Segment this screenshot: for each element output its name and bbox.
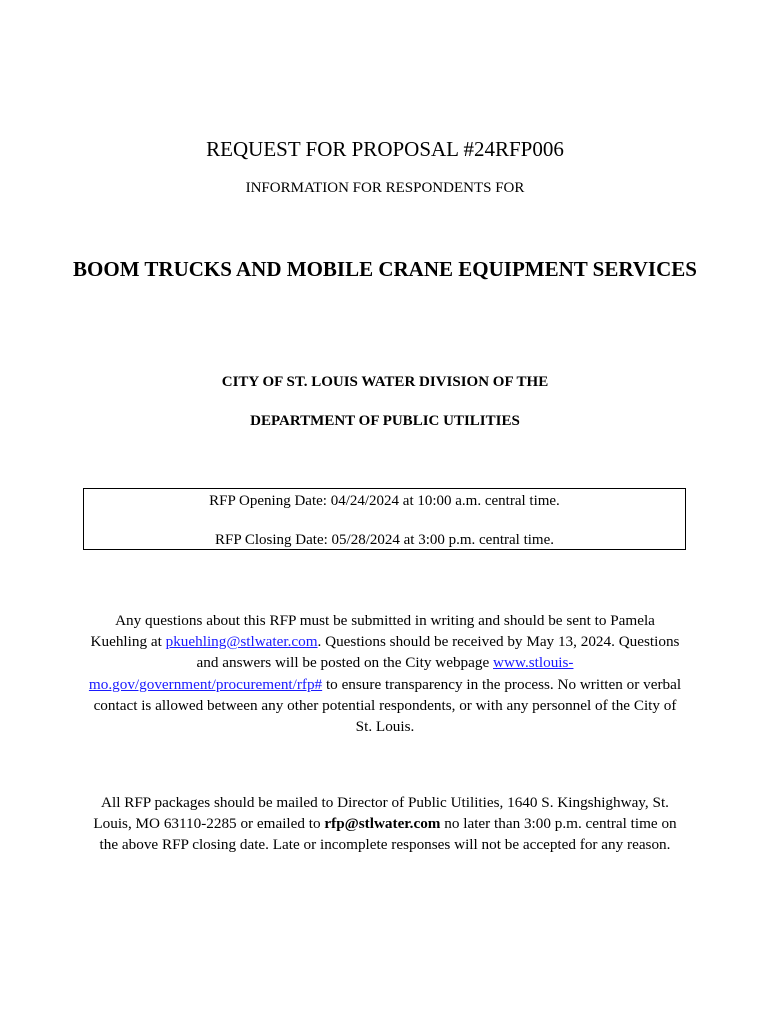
submission-email: rfp@stlwater.com	[324, 815, 441, 833]
questions-text-2: . Questions should be received by May 13, 2024. Questions and answers will be posted on the City webpage	[196, 633, 680, 672]
submission-text-1: All RFP packages should be mailed to Director of Public Utilities, 1640 S. Kingshighway, St. Louis, MO 63110-2285 or emailed to	[93, 794, 669, 833]
rfp-dates-box	[83, 488, 686, 550]
department-line-1: CITY OF ST. LOUIS WATER DIVISION OF THE	[221, 374, 549, 390]
rfp-subtitle: INFORMATION FOR RESPONDENTS FOR	[245, 180, 525, 196]
rfp-title: REQUEST FOR PROPOSAL #24RFP006	[206, 137, 564, 161]
rfp-opening-date: RFP Opening Date: 04/24/2024 at 10:00 a.m. central time.	[209, 493, 560, 509]
department-line-2: DEPARTMENT OF PUBLIC UTILITIES	[250, 413, 520, 429]
submission-text-2: no later than 3:00 p.m. central time on the above RFP closing date. Late or incomplete responses will not be accepted for any reason.	[99, 815, 677, 854]
questions-paragraph	[85, 610, 685, 737]
questions-text-1: Any questions about this RFP must be submitted in writing and should be sent to Pamela Kuehling at	[90, 612, 655, 651]
submission-paragraph	[85, 792, 685, 856]
questions-text-3: to ensure transparency in the process. No written or verbal contact is allowed between any other potential respondents, or with any personnel of the City of St. Louis.	[93, 675, 682, 736]
contact-email-link[interactable]: pkuehling@stlwater.com	[165, 633, 318, 651]
procurement-webpage-link[interactable]: www.stlouis-mo.gov/government/procurement/rfp#	[88, 654, 574, 693]
project-heading: BOOM TRUCKS AND MOBILE CRANE EQUIPMENT SERVICES	[73, 257, 697, 281]
rfp-closing-date: RFP Closing Date: 05/28/2024 at 3:00 p.m. central time.	[214, 532, 554, 548]
